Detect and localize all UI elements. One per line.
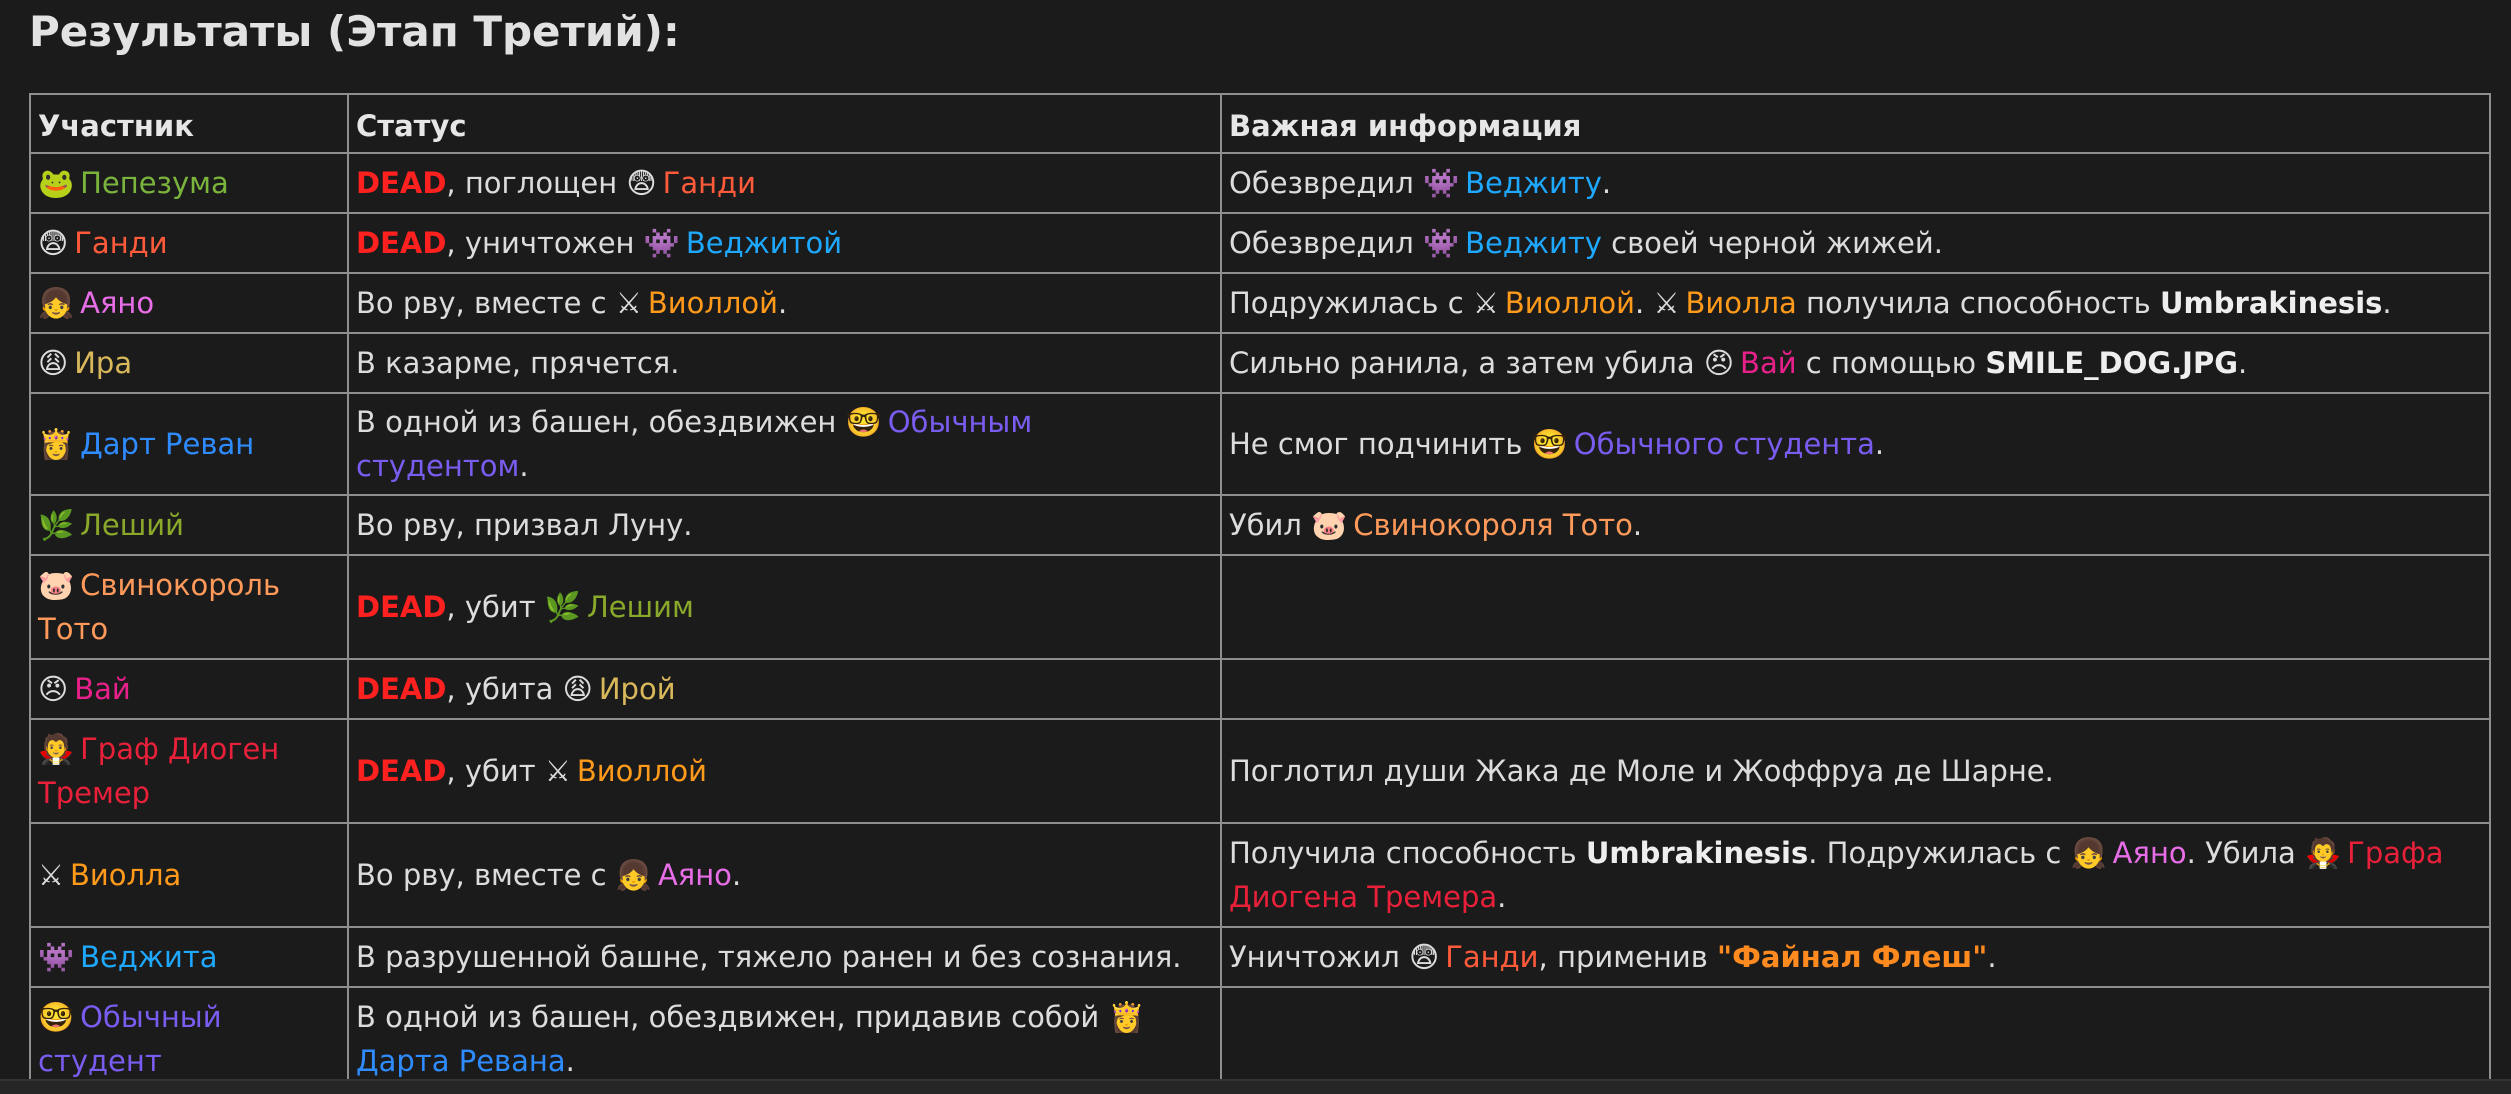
character-name: Виоллой	[647, 286, 778, 320]
text-segment: "Файнал Флеш"	[1717, 940, 1988, 974]
participant-name: Леший	[80, 508, 184, 542]
text-segment: .	[1987, 940, 1997, 974]
girl-icon: 👧	[38, 286, 75, 320]
table-header-row	[30, 94, 2490, 153]
text-segment: В одной из башен, обездвижен, придавив собой	[356, 1000, 1109, 1034]
character-name: Обычного студента	[1573, 427, 1875, 461]
text-segment: , убит	[446, 590, 545, 624]
info-cell	[1221, 555, 2490, 659]
participant-cell	[30, 495, 348, 555]
page-title: Результаты (Этап Третий):	[29, 7, 680, 56]
table-row	[30, 333, 2490, 393]
table-row	[30, 153, 2490, 213]
text-segment: Не смог подчинить	[1229, 427, 1532, 461]
frog-icon: 🐸	[38, 166, 75, 200]
header-info: Важная информация	[1221, 94, 2490, 153]
crowned-person-icon: 👸	[38, 427, 75, 461]
participant-cell	[30, 555, 348, 659]
text-segment: Umbrakinesis	[2160, 286, 2383, 320]
text-segment: , уничтожен	[446, 226, 644, 260]
text-segment: , убита	[446, 672, 563, 706]
dead-label: DEAD	[356, 754, 447, 788]
text-segment: своей черной жижей.	[1601, 226, 1943, 260]
table-row	[30, 823, 2490, 927]
status-cell	[348, 495, 1221, 555]
text-segment: . Убила	[2186, 836, 2306, 870]
text-segment: .	[2382, 286, 2392, 320]
status-cell	[348, 823, 1221, 927]
character-name: Лешим	[586, 590, 694, 624]
alien-monster-icon: 👾	[643, 226, 680, 260]
text-segment: .	[1601, 166, 1612, 200]
text-segment: получила способность	[1796, 286, 2160, 320]
participant-name: Пепезума	[80, 166, 229, 200]
girl-icon: 👧	[2070, 836, 2107, 870]
character-name: Дарта Ревана	[356, 1044, 566, 1078]
info-cell	[1221, 927, 2490, 987]
fearful-face-icon: 😨	[38, 226, 69, 260]
participant-name: Виолла	[70, 858, 182, 892]
participant-name: Свинокороль Тото	[38, 568, 281, 646]
status-cell	[348, 555, 1221, 659]
participant-cell	[30, 719, 348, 823]
pig-face-icon: 🐷	[38, 568, 75, 602]
dead-label: DEAD	[356, 226, 447, 260]
header-status: Статус	[348, 94, 1221, 153]
text-segment: , убит	[446, 754, 545, 788]
table-row	[30, 495, 2490, 555]
results-table	[29, 93, 2491, 1092]
crossed-swords-icon: ⚔	[1653, 286, 1680, 320]
text-segment: Поглотил души Жака де Моле и Жоффруа де Шарне.	[1229, 754, 2054, 788]
table-body	[30, 153, 2490, 1091]
character-name: Аяно	[657, 858, 732, 892]
nerd-face-icon: 🤓	[1531, 427, 1568, 461]
table-row	[30, 987, 2490, 1091]
weary-face-icon: 😩	[38, 346, 69, 380]
participant-cell	[30, 393, 348, 495]
text-segment: Обезвредил	[1229, 226, 1423, 260]
text-segment: . Подружилась с	[1808, 836, 2071, 870]
angry-face-icon: 😠	[1703, 346, 1735, 380]
dead-label: DEAD	[356, 590, 447, 624]
character-name: Виоллой	[576, 754, 708, 788]
text-segment: , поглощен	[446, 166, 627, 200]
text-segment: Подружилась с	[1229, 286, 1473, 320]
info-cell	[1221, 659, 2490, 719]
info-cell	[1221, 153, 2490, 213]
crowned-person-icon: 👸	[1108, 1000, 1145, 1034]
text-segment: .	[1874, 427, 1885, 461]
table-row	[30, 393, 2490, 495]
participant-cell	[30, 659, 348, 719]
table-row	[30, 659, 2490, 719]
info-cell	[1221, 273, 2490, 333]
participant-name: Граф Диоген Тремер	[38, 732, 280, 810]
text-segment: , применив	[1538, 940, 1718, 974]
crossed-swords-icon: ⚔	[38, 858, 64, 892]
alien-monster-icon: 👾	[1422, 226, 1460, 260]
info-cell	[1221, 823, 2490, 927]
crossed-swords-icon: ⚔	[544, 754, 571, 788]
text-segment: .	[565, 1044, 575, 1078]
dead-label: DEAD	[356, 166, 447, 200]
status-cell	[348, 153, 1221, 213]
participant-cell	[30, 927, 348, 987]
text-segment: Убил	[1229, 508, 1312, 542]
info-cell	[1221, 333, 2490, 393]
participant-name: Обычный студент	[38, 1000, 222, 1078]
participant-cell	[30, 273, 348, 333]
status-cell	[348, 719, 1221, 823]
participant-name: Вай	[74, 672, 131, 706]
text-segment: Во рву, вместе с	[356, 286, 616, 320]
alien-monster-icon: 👾	[1422, 166, 1460, 200]
content	[29, 0, 2489, 1092]
text-segment: .	[1635, 286, 1654, 320]
participant-cell	[30, 823, 348, 927]
status-cell	[348, 213, 1221, 273]
text-segment: Получила способность	[1229, 836, 1586, 870]
table-row	[30, 213, 2490, 273]
participant-name: Ира	[74, 346, 133, 380]
status-cell	[348, 987, 1221, 1091]
text-segment: .	[1632, 508, 1643, 542]
character-name: Ирой	[598, 672, 676, 706]
girl-icon: 👧	[615, 858, 652, 892]
character-name: Виолла	[1685, 286, 1797, 320]
text-segment: Уничтожил	[1229, 940, 1409, 974]
text-segment: В разрушенной башне, тяжело ранен и без сознания.	[356, 940, 1182, 974]
table-row	[30, 927, 2490, 987]
text-segment: Сильно ранила, а затем убила	[1229, 346, 1704, 380]
participant-name: Дарт Реван	[80, 427, 255, 461]
fearful-face-icon: 😨	[626, 166, 657, 200]
info-cell	[1221, 719, 2490, 823]
pig-face-icon: 🐷	[1311, 508, 1348, 542]
text-segment: Во рву, призвал Луну.	[356, 508, 693, 542]
character-name: Обычным студентом	[356, 405, 1033, 483]
vampire-icon: 🧛	[2305, 836, 2342, 870]
header-participant: Участник	[30, 94, 348, 153]
character-name: Аяно	[2112, 836, 2187, 870]
info-cell	[1221, 987, 2490, 1091]
participant-cell	[30, 213, 348, 273]
angry-face-icon: 😠	[38, 672, 69, 706]
herb-icon: 🌿	[38, 508, 75, 542]
info-cell	[1221, 393, 2490, 495]
character-name: Веджиту	[1465, 226, 1602, 260]
herb-icon: 🌿	[544, 590, 581, 624]
status-cell	[348, 273, 1221, 333]
text-segment: Обезвредил	[1229, 166, 1423, 200]
table-row	[30, 719, 2490, 823]
vampire-icon: 🧛	[38, 732, 75, 766]
character-name: Веджиту	[1465, 166, 1602, 200]
participant-name: Ганди	[74, 226, 168, 260]
fearful-face-icon: 😨	[1408, 940, 1440, 974]
text-segment: .	[777, 286, 788, 320]
character-name: Ганди	[662, 166, 756, 200]
info-cell	[1221, 213, 2490, 273]
participant-name: Веджита	[80, 940, 218, 974]
table-row	[30, 555, 2490, 659]
crossed-swords-icon: ⚔	[615, 286, 642, 320]
crossed-swords-icon: ⚔	[1472, 286, 1499, 320]
text-segment: .	[731, 858, 742, 892]
text-segment: В казарме, прячется.	[356, 346, 680, 380]
participant-cell	[30, 987, 348, 1091]
dead-label: DEAD	[356, 672, 447, 706]
status-cell	[348, 659, 1221, 719]
character-name: Свинокороля Тото	[1353, 508, 1633, 542]
nerd-face-icon: 🤓	[38, 1000, 75, 1034]
text-segment: .	[2238, 346, 2248, 380]
table-row	[30, 273, 2490, 333]
status-cell	[348, 393, 1221, 495]
text-segment: Во рву, вместе с	[356, 858, 616, 892]
character-name: Веджитой	[685, 226, 843, 260]
text-segment: SMILE_DOG.JPG	[1985, 346, 2239, 380]
character-name: Графа Диогена Тремера	[1229, 836, 2444, 914]
text-segment: .	[519, 449, 529, 483]
info-cell	[1221, 495, 2490, 555]
status-cell	[348, 333, 1221, 393]
character-name: Виоллой	[1504, 286, 1636, 320]
text-segment: с помощью	[1796, 346, 1986, 380]
alien-monster-icon: 👾	[38, 940, 75, 974]
participant-cell	[30, 333, 348, 393]
status-cell	[348, 927, 1221, 987]
participant-cell	[30, 153, 348, 213]
nerd-face-icon: 🤓	[845, 405, 882, 439]
text-segment: .	[1497, 880, 1507, 914]
participant-name: Аяно	[80, 286, 155, 320]
character-name: Вай	[1740, 346, 1797, 380]
text-segment: В одной из башен, обездвижен	[356, 405, 846, 439]
text-segment: Umbrakinesis	[1585, 836, 1809, 870]
weary-face-icon: 😩	[562, 672, 593, 706]
character-name: Ганди	[1445, 940, 1539, 974]
